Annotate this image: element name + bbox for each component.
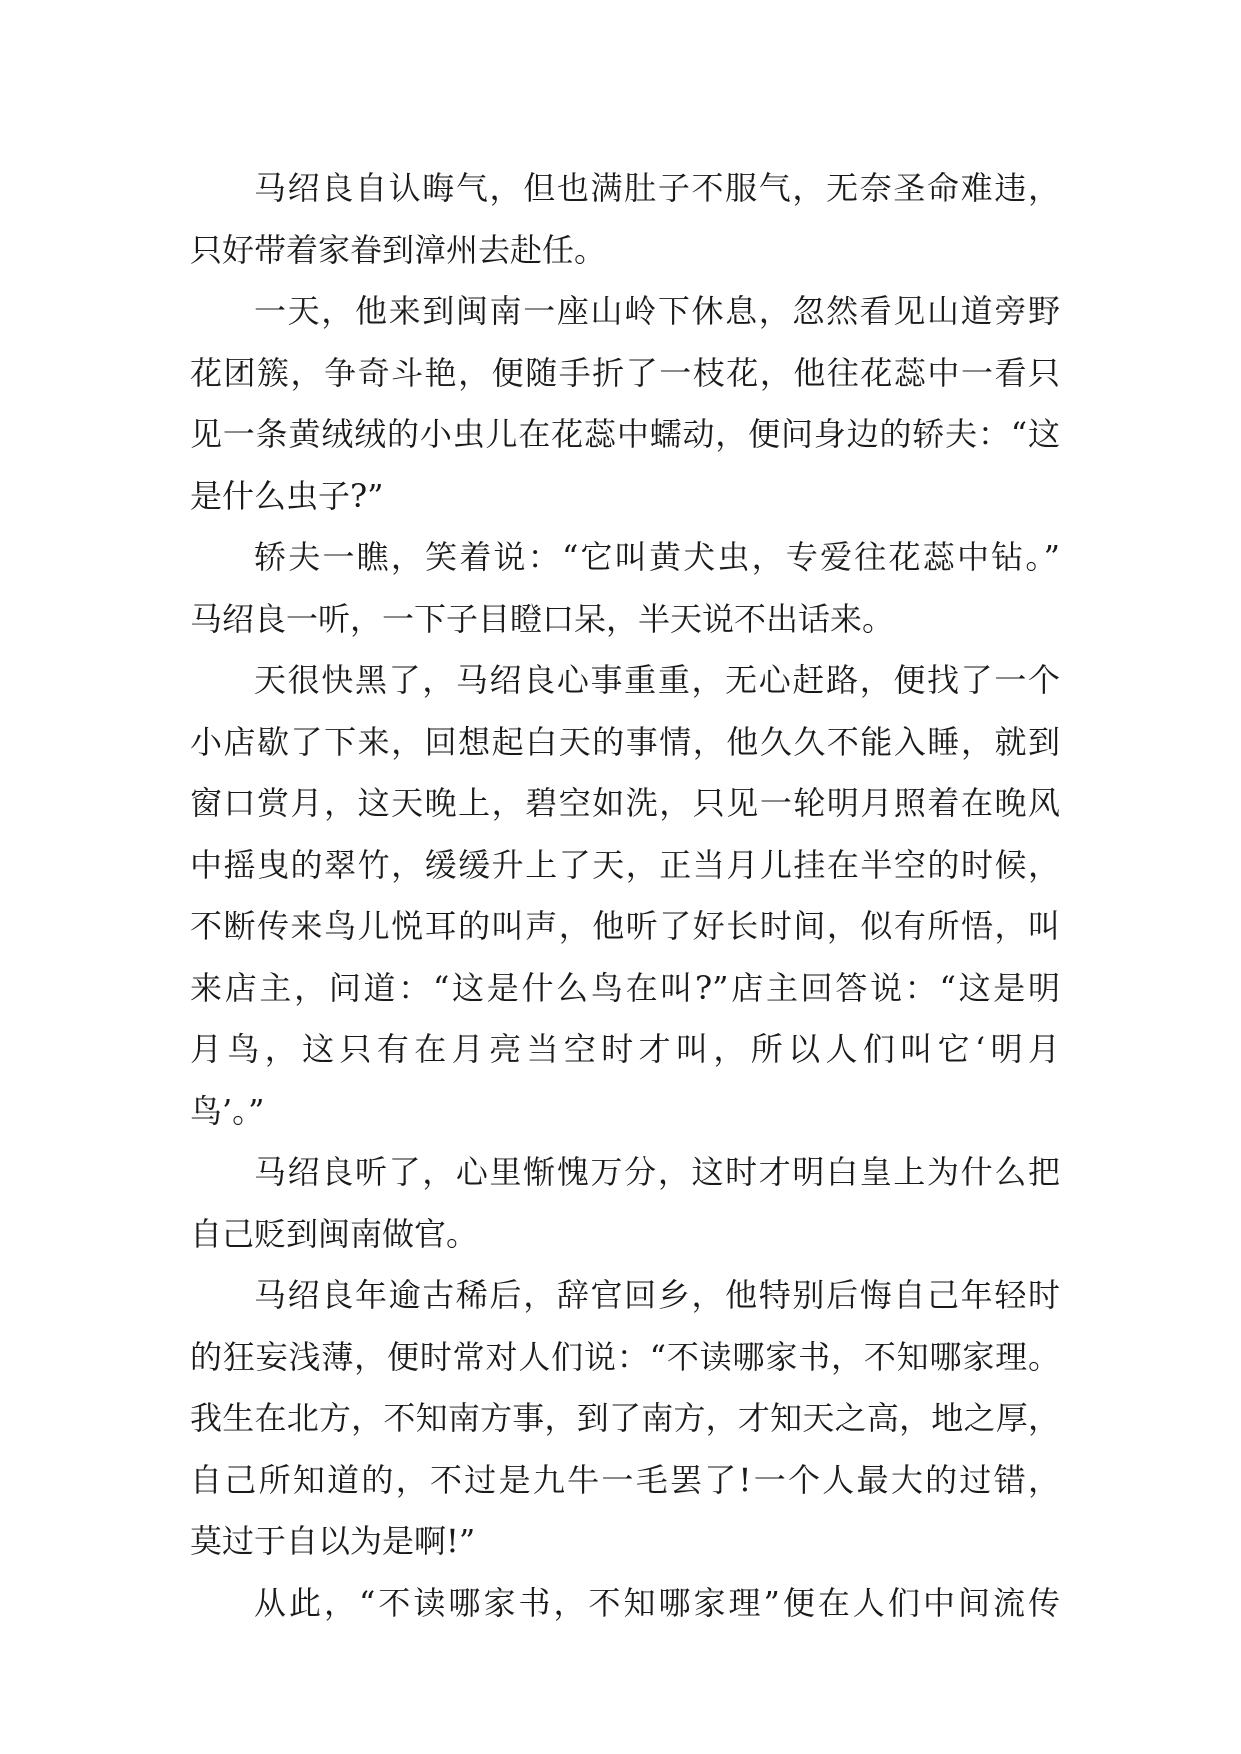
text-line: 小店歇了下来，回想起白天的事情，他久久不能入睡，就到 xyxy=(190,722,1060,761)
paragraph xyxy=(190,650,1060,1142)
text-line: 中摇曳的翠竹，缓缓升上了天，正当月儿挂在半空的时候， xyxy=(190,845,1060,884)
text-line: 是什么虫子?” xyxy=(190,476,384,515)
text-line: 只好带着家眷到漳州去赴任。 xyxy=(190,230,607,269)
text-line: 花团簇，争奇斗艳，便随手折了一枝花，他往花蕊中一看只 xyxy=(190,353,1060,392)
paragraph xyxy=(190,527,1060,650)
text-line: 不断传来鸟儿悦耳的叫声，他听了好长时间，似有所悟，叫 xyxy=(190,907,1060,945)
text-line: 见一条黄绒绒的小虫儿在花蕊中蠕动，便问身边的轿夫：“这 xyxy=(190,415,1060,453)
text-line: 来店主，问道：“这是什么鸟在叫?”店主回答说：“这是明 xyxy=(190,968,1060,1007)
text-line: 的狂妄浅薄，便时常对人们说：“不读哪家书，不知哪家理。 xyxy=(190,1337,1060,1376)
paragraph xyxy=(190,1573,1060,1635)
text-line: 月鸟，这只有在月亮当空时才叫，所以人们叫它‘明月 xyxy=(190,1030,1060,1068)
text-line: 天很快黑了，马绍良心事重重，无心赶路，便找了一个 xyxy=(254,661,1060,699)
paragraph xyxy=(190,1142,1060,1265)
text-line: 自己贬到闽南做官。 xyxy=(190,1214,479,1253)
text-line: 莫过于自以为是啊!” xyxy=(190,1522,476,1560)
text-line: 马绍良一听，一下子目瞪口呆，半天说不出话来。 xyxy=(190,599,895,638)
text-line: 马绍良年逾古稀后，辞官回乡，他特别后悔自己年轻时 xyxy=(254,1276,1060,1314)
paragraph xyxy=(190,158,1060,281)
text-line: 鸟’。” xyxy=(190,1091,265,1130)
text-line: 一天，他来到闽南一座山岭下休息，忽然看见山道旁野 xyxy=(254,292,1060,330)
paragraph xyxy=(190,281,1060,527)
text-line: 马绍良自认晦气，但也满肚子不服气，无奈圣命难违， xyxy=(254,169,1060,207)
text-line: 自己所知道的，不过是九牛一毛罢了!一个人最大的过错， xyxy=(190,1460,1060,1499)
paragraph xyxy=(190,1265,1060,1573)
text-line: 窗口赏月，这天晚上，碧空如洗，只见一轮明月照着在晚风 xyxy=(190,784,1060,822)
text-line: 马绍良听了，心里惭愧万分，这时才明白皇上为什么把 xyxy=(254,1153,1060,1191)
document-body xyxy=(190,158,1060,1634)
text-line: 我生在北方，不知南方事，到了南方，才知天之高，地之厚， xyxy=(190,1399,1060,1437)
text-line: 轿夫一瞧，笑着说：“它叫黄犬虫，专爱往花蕊中钻。” xyxy=(254,538,1060,576)
text-line: 从此，“不读哪家书，不知哪家理”便在人们中间流传 xyxy=(254,1583,1060,1622)
